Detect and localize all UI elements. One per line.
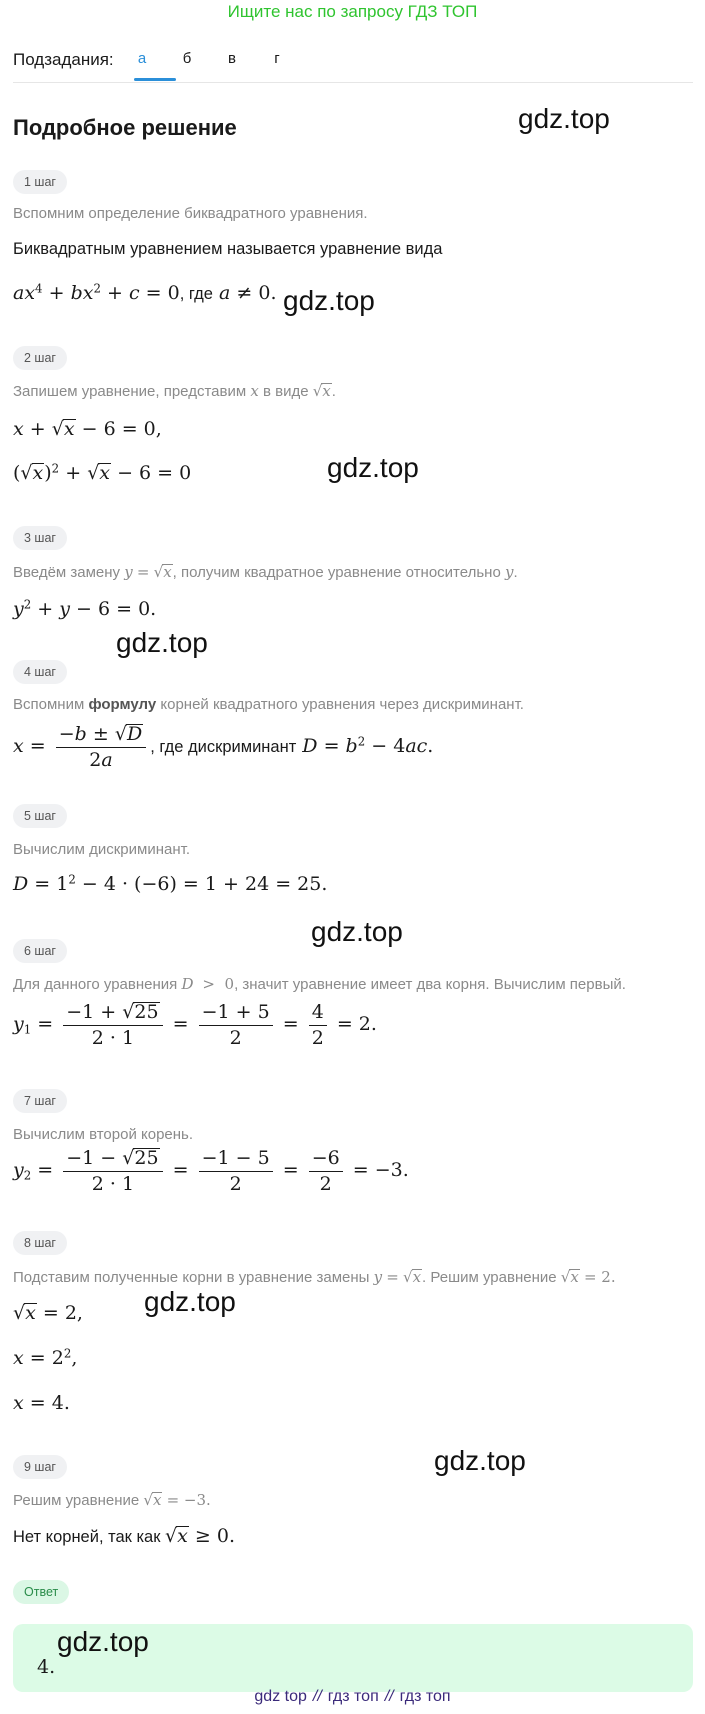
step-hint: Вычислим второй корень. (13, 1126, 194, 1143)
step-hint: Для данного уравнения D > 0, значит уравнение имеет два корня. Вычислим первый. (13, 975, 626, 993)
watermark: gdz.top (57, 1626, 149, 1657)
watermark: gdz.top (434, 1445, 526, 1476)
tab-b[interactable]: б (182, 50, 192, 67)
formula-sqrt-eq-2: √x = 2, (13, 1302, 83, 1324)
formula-discriminant: $D = 1^2 - 4 \cdot (-6) = 1 + 24 = 25$. (13, 872, 328, 895)
formula-equation-rewritten: $(√x)^2 + √x - 6 = 0$ (13, 461, 192, 484)
step-badge: 6 шаг (13, 939, 67, 963)
watermark: gdz.top (518, 103, 610, 134)
tab-a[interactable]: а (137, 50, 147, 67)
tab-v[interactable]: в (228, 50, 236, 67)
step-text: Нет корней, так как √x ≥ 0. (13, 1525, 236, 1547)
step-hint: Подставим полученные корни в уравнение замены y = √x. Решим уравнение √x = 2. (13, 1268, 616, 1286)
formula-biquadratic: $ax^4 + bx^2 + c = 0$, где a ≠ 0. (13, 281, 277, 304)
page-title: Подробное решение (13, 115, 237, 140)
formula-x-squared: $x = 2^2$, (13, 1346, 78, 1369)
step-badge: 8 шаг (13, 1231, 67, 1255)
formula-x-4: x = 4. (13, 1392, 70, 1414)
footer-link[interactable]: gdz top (254, 1688, 307, 1705)
watermark: gdz.top (311, 916, 403, 947)
step-badge: 3 шаг (13, 526, 67, 550)
step-text: Биквадратным уравнением называется уравнение вида (13, 240, 443, 258)
step-badge: 2 шаг (13, 346, 67, 370)
step-hint: Решим уравнение √x = −3. (13, 1491, 211, 1509)
formula-root-y2: $y_2$ = $\frac{-1 - √25}{2 \cdot 1}$ = $\frac{-1 - 5}{2}$ = $\frac{-6}{2}$ = −3. (13, 1147, 409, 1195)
step-badge: 7 шаг (13, 1089, 67, 1113)
active-tab-indicator (134, 78, 176, 81)
step-hint: Запишем уравнение, представим x в виде √x. (13, 382, 336, 400)
search-banner: Ищите нас по запросу ГДЗ ТОП (227, 2, 478, 21)
formula-equation: x + √x − 6 = 0, (13, 418, 162, 440)
footer-link[interactable]: гдз топ (327, 1688, 379, 1705)
step-badge: 1 шаг (13, 170, 67, 194)
step-hint: Введём замену y = √x, получим квадратное уравнение относительно y. (13, 563, 518, 581)
formula-substitution: $y^2 + y - 6 = 0$. (13, 597, 157, 620)
step-badge: 9 шаг (13, 1455, 67, 1479)
watermark: gdz.top (144, 1286, 236, 1317)
tab-g[interactable]: г (274, 50, 280, 67)
footer-links: gdz top // гдз топ // гдз топ (254, 1688, 451, 1705)
watermark: gdz.top (116, 627, 208, 658)
formula-link[interactable]: формулу (88, 696, 157, 713)
step-hint: Вспомним определение биквадратного уравнения. (13, 205, 368, 222)
formula-roots: x = $\frac{-b \pm √D}{2a}$ , где дискриминант $D = b^2 - 4ac$. (13, 723, 434, 771)
step-badge: 5 шаг (13, 804, 67, 828)
answer-box (13, 1624, 693, 1692)
answer-badge: Ответ (13, 1580, 69, 1604)
step-badge: 4 шаг (13, 660, 67, 684)
watermark: gdz.top (327, 452, 419, 483)
answer-value: 4. (37, 1656, 56, 1678)
formula-root-y1: $y_1$ = $\frac{-1 + √25}{2 \cdot 1}$ = $\frac{-1 + 5}{2}$ = $\frac{4}{2}$ = 2. (13, 1001, 377, 1049)
watermark: gdz.top (283, 285, 375, 316)
subtasks-label: Подзадания: (13, 50, 114, 69)
step-hint: Вычислим дискриминант. (13, 841, 190, 858)
step-hint: Вспомним формулу корней квадратного уравнения через дискриминант. (13, 696, 524, 713)
subtasks-bar (13, 44, 693, 83)
footer-link[interactable]: гдз топ (399, 1688, 451, 1705)
